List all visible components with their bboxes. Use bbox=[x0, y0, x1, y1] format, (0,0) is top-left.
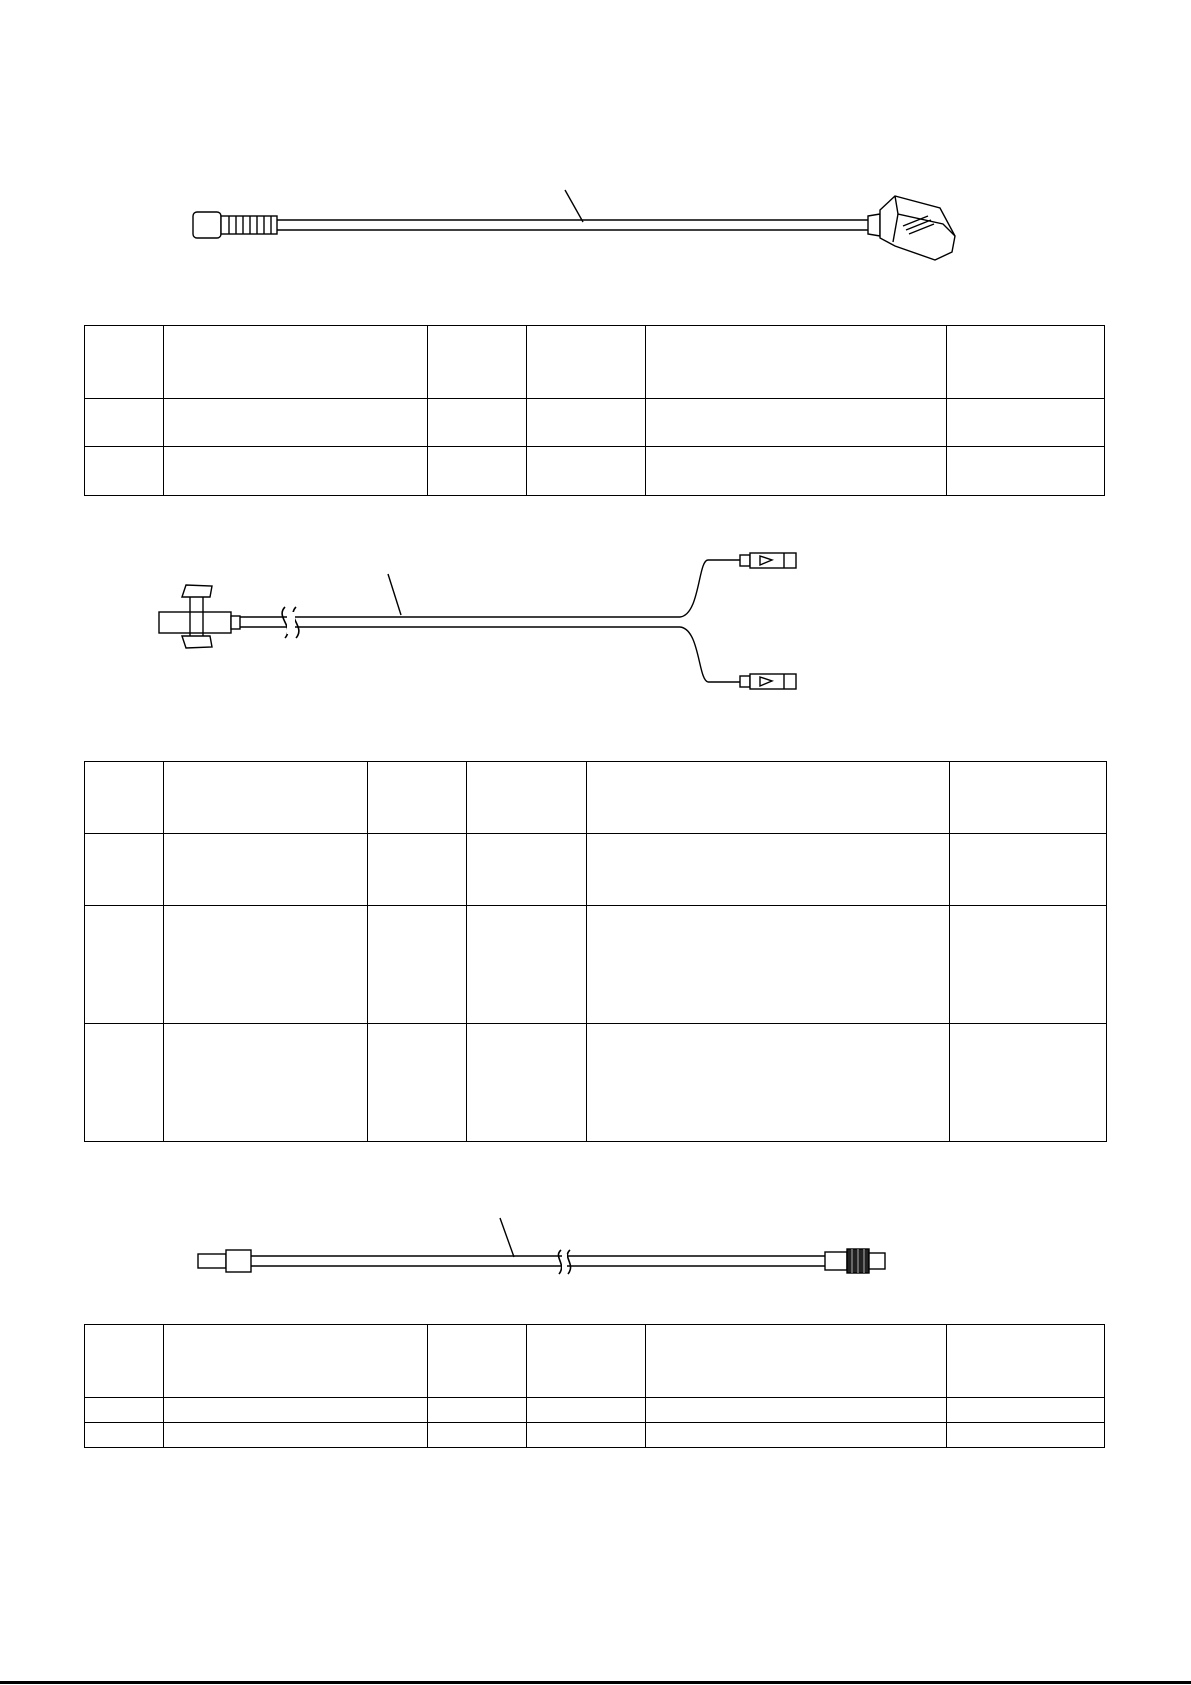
table-row bbox=[85, 447, 1105, 496]
table-header-row bbox=[85, 326, 1105, 399]
table-cell bbox=[646, 1423, 947, 1448]
table-cell bbox=[950, 906, 1107, 1024]
table-cell bbox=[85, 762, 164, 834]
table-cell bbox=[164, 1024, 368, 1142]
table-cell bbox=[646, 1398, 947, 1423]
cable-illustration-2 bbox=[0, 545, 1191, 695]
table-cell bbox=[947, 447, 1105, 496]
table-cell bbox=[587, 834, 950, 906]
table-row bbox=[85, 1024, 1107, 1142]
table-cell bbox=[947, 1423, 1105, 1448]
table-cell bbox=[587, 906, 950, 1024]
table-cell bbox=[947, 1325, 1105, 1398]
table-cell bbox=[947, 326, 1105, 399]
table-cell bbox=[527, 399, 646, 447]
table-cell bbox=[85, 1423, 164, 1448]
table-cell bbox=[527, 1423, 646, 1448]
table-cell bbox=[164, 399, 428, 447]
table-header-row bbox=[85, 1325, 1105, 1398]
table-cell bbox=[428, 1398, 527, 1423]
table-cell bbox=[164, 1325, 428, 1398]
table-cell bbox=[428, 326, 527, 399]
page-bottom-rule bbox=[0, 1681, 1191, 1684]
table-cell bbox=[646, 447, 947, 496]
table-cell bbox=[950, 762, 1107, 834]
table-cell bbox=[428, 1325, 527, 1398]
table-cell bbox=[467, 906, 587, 1024]
table-cell bbox=[947, 1398, 1105, 1423]
table-cell bbox=[164, 1398, 428, 1423]
parts-table-3 bbox=[84, 1324, 1105, 1448]
table-cell bbox=[368, 762, 467, 834]
table-cell bbox=[428, 399, 527, 447]
table-cell bbox=[164, 906, 368, 1024]
table-cell bbox=[164, 834, 368, 906]
cable-illustration-1 bbox=[0, 175, 1191, 265]
table-cell bbox=[527, 447, 646, 496]
table-row bbox=[85, 1398, 1105, 1423]
table-cell bbox=[164, 762, 368, 834]
table-cell bbox=[368, 1024, 467, 1142]
table-cell bbox=[85, 834, 164, 906]
table-cell bbox=[527, 1325, 646, 1398]
parts-table-2 bbox=[84, 761, 1107, 1142]
table-cell bbox=[85, 326, 164, 399]
table-row bbox=[85, 834, 1107, 906]
table-row bbox=[85, 399, 1105, 447]
table-cell bbox=[646, 1325, 947, 1398]
table-cell bbox=[947, 399, 1105, 447]
table-cell bbox=[85, 1398, 164, 1423]
cable-illustration-3 bbox=[0, 1210, 1191, 1280]
table-cell bbox=[467, 1024, 587, 1142]
table-cell bbox=[85, 1325, 164, 1398]
table-cell bbox=[950, 1024, 1107, 1142]
table-cell bbox=[950, 834, 1107, 906]
table-cell bbox=[85, 447, 164, 496]
table-cell bbox=[527, 1398, 646, 1423]
table-cell bbox=[164, 326, 428, 399]
parts-table-1 bbox=[84, 325, 1105, 496]
table-cell bbox=[587, 1024, 950, 1142]
table-cell bbox=[85, 399, 164, 447]
table-cell bbox=[368, 906, 467, 1024]
table-cell bbox=[85, 906, 164, 1024]
table-header-row bbox=[85, 762, 1107, 834]
table-row bbox=[85, 1423, 1105, 1448]
table-cell bbox=[164, 1423, 428, 1448]
table-cell bbox=[85, 1024, 164, 1142]
table-cell bbox=[164, 447, 428, 496]
table-cell bbox=[428, 1423, 527, 1448]
table-cell bbox=[368, 834, 467, 906]
table-cell bbox=[467, 834, 587, 906]
table-cell bbox=[467, 762, 587, 834]
table-cell bbox=[527, 326, 646, 399]
table-cell bbox=[646, 399, 947, 447]
table-cell bbox=[646, 326, 947, 399]
table-cell bbox=[428, 447, 527, 496]
table-row bbox=[85, 906, 1107, 1024]
table-cell bbox=[587, 762, 950, 834]
